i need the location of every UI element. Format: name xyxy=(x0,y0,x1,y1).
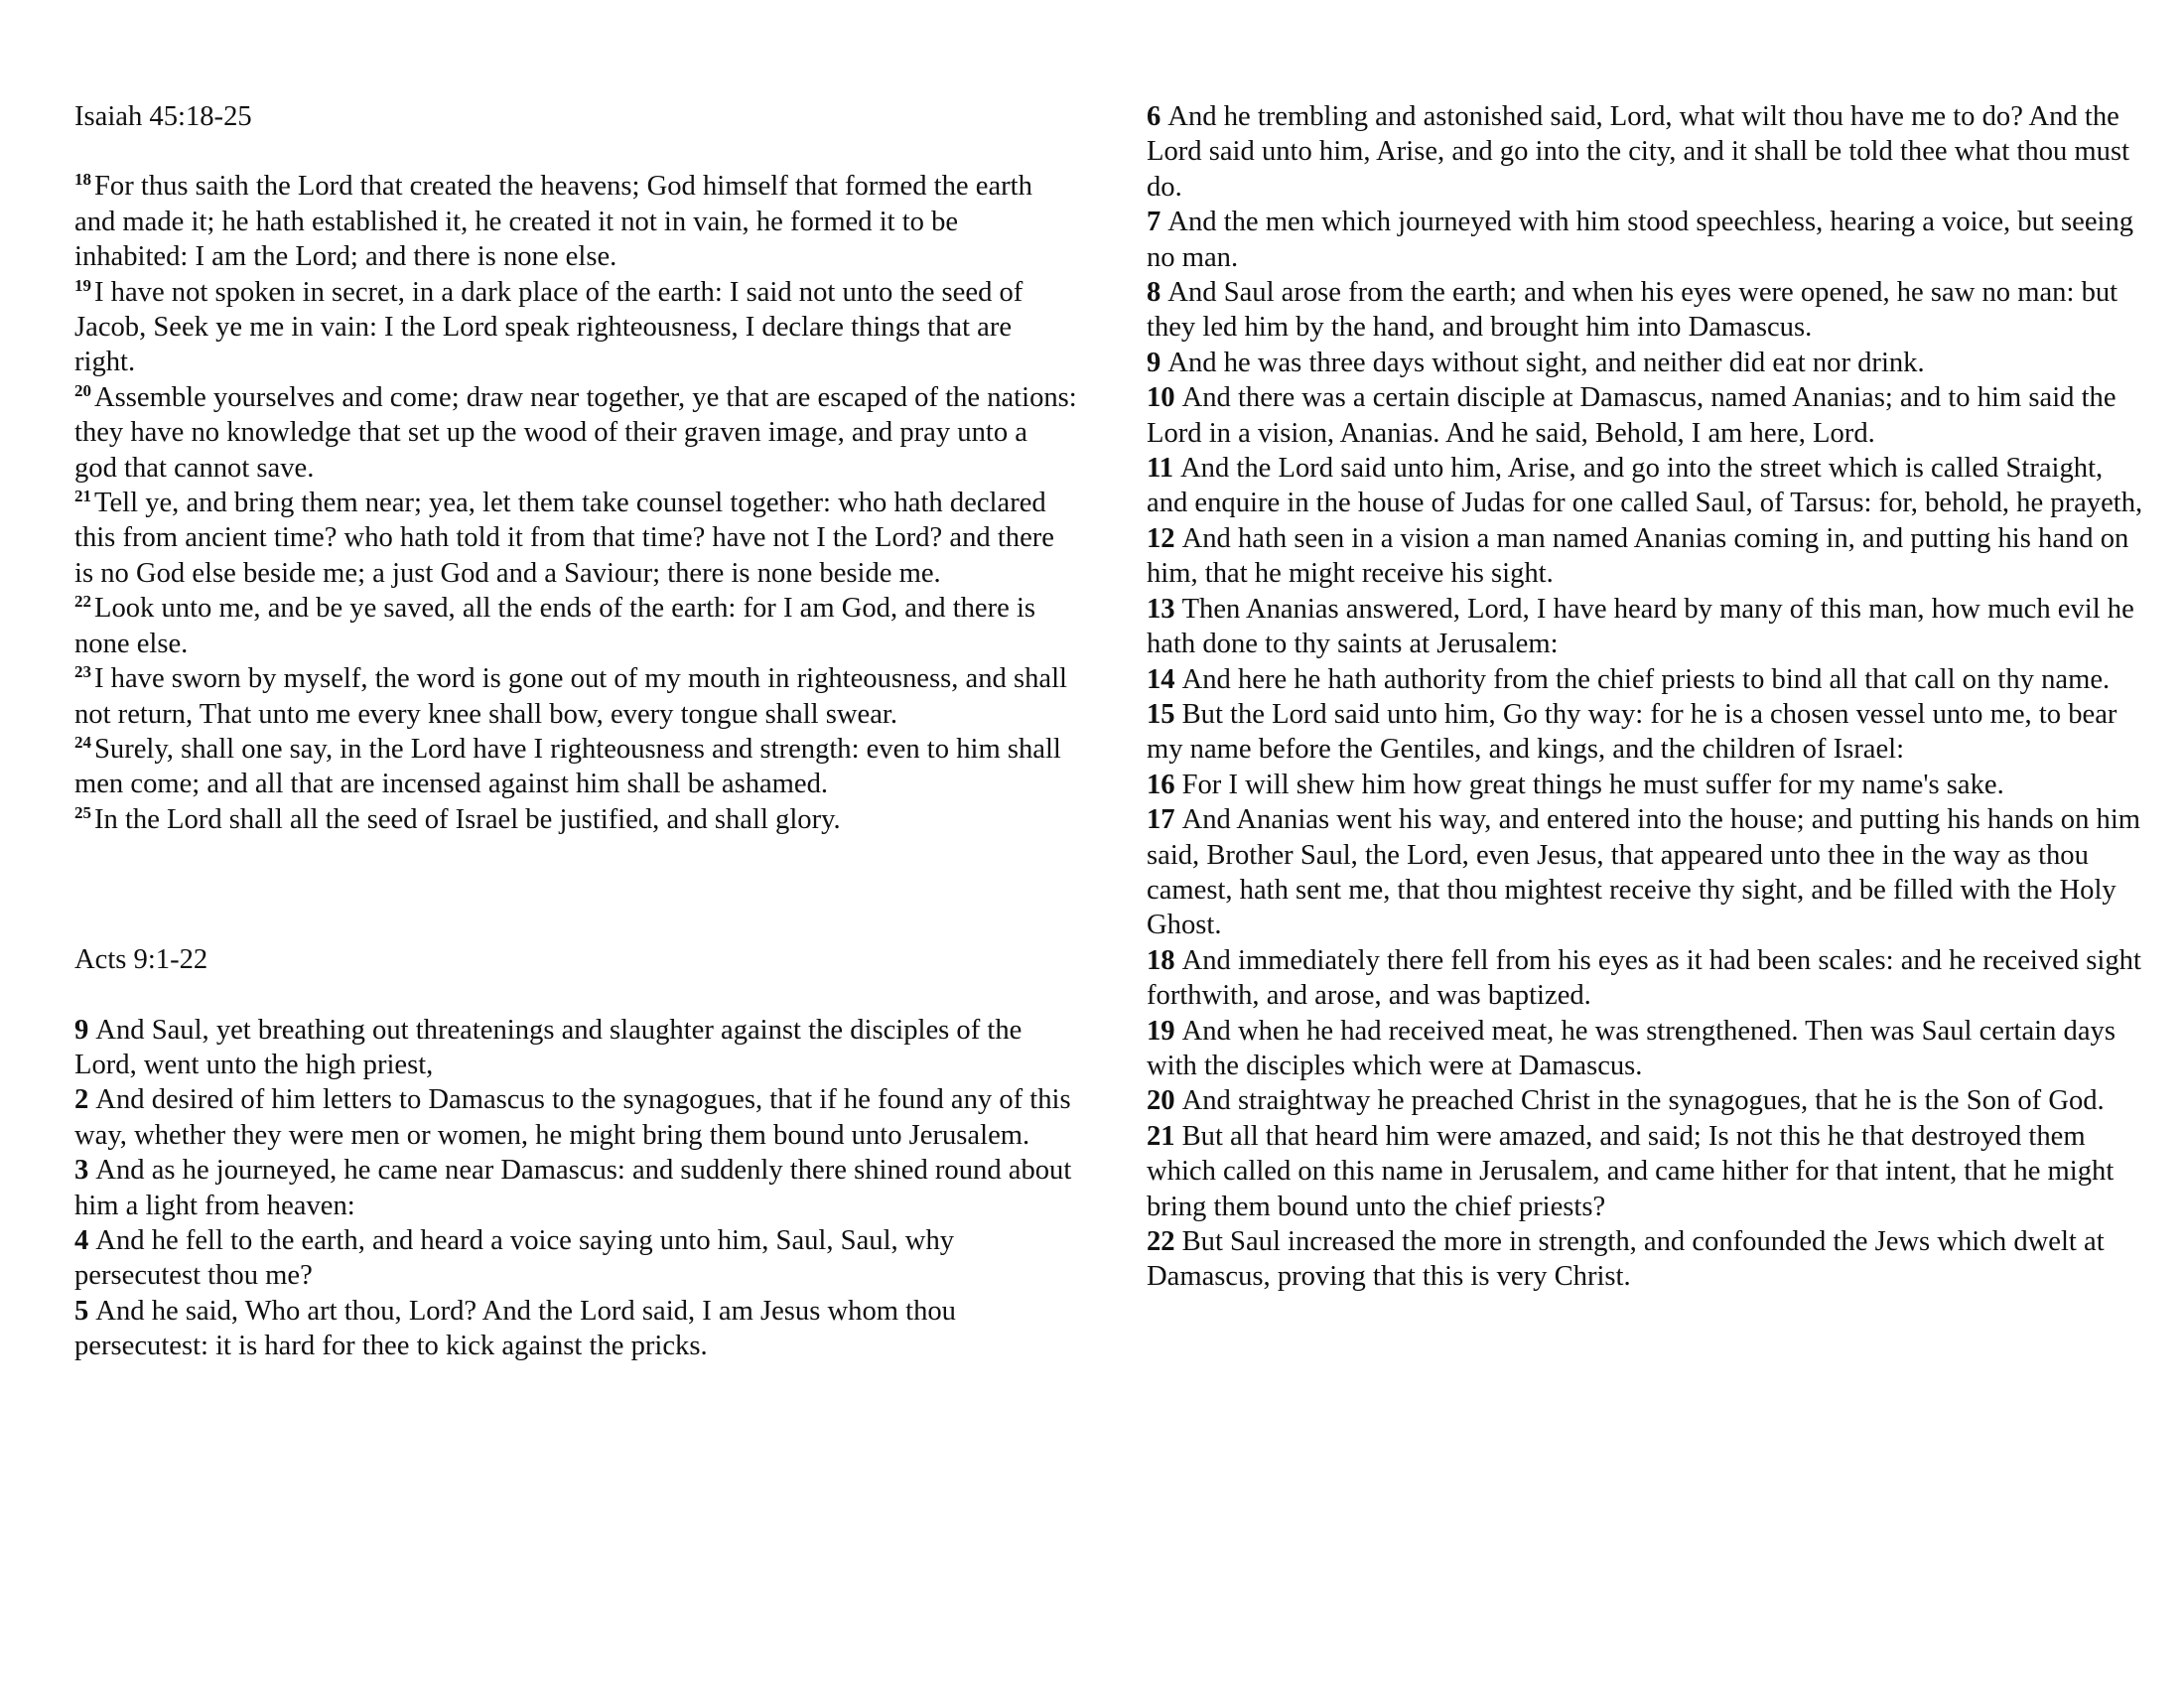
verse-text: I have sworn by myself, the word is gone out of my mouth in righteousness, and shall not return, That unto me every knee shall bow, every tongue shall swear. xyxy=(74,663,1067,730)
verse-number: 18 xyxy=(74,170,91,190)
isaiah-verse-18 xyxy=(74,169,1077,274)
verse-text: And he said, Who art thou, Lord? And the Lord said, I am Jesus whom thou persecutest: it is hard for thee to kick against the pricks. xyxy=(74,1295,956,1362)
verse-text: And the Lord said unto him, Arise, and go into the street which is called Straight, and enquire in the house of Judas for one called Saul, of Tarsus: for, behold, he prayeth, xyxy=(1147,453,2143,519)
verse-number: 10 xyxy=(1147,382,1175,414)
verse-number: 8 xyxy=(1147,277,1161,309)
verse-text: And he was three days without sight, and neither did eat nor drink. xyxy=(1167,347,1925,378)
verse-text: And straightway he preached Christ in the synagogues, that he is the Son of God. xyxy=(1181,1085,2105,1117)
acts-verse-16 xyxy=(1147,768,2149,802)
verse-number: 12 xyxy=(1147,522,1175,554)
verse-number: 15 xyxy=(1147,698,1175,730)
acts-verse-13 xyxy=(1147,592,2149,662)
acts-verse-18 xyxy=(1147,943,2149,1014)
acts-verse-21 xyxy=(1147,1119,2149,1224)
verse-number: 20 xyxy=(1147,1085,1175,1117)
verse-number: 18 xyxy=(1147,944,1175,976)
verse-text: Surely, shall one say, in the Lord have I righteousness and strength: even to him shall men come; and all that are incensed against him shall be ashamed. xyxy=(74,733,1061,800)
verse-text: And desired of him letters to Damascus to the synagogues, that if he found any of this way, whether they were men or women, he might bring them bound unto Jerusalem. xyxy=(74,1084,1071,1151)
acts-verse-10 xyxy=(1147,380,2149,451)
verse-text: But Saul increased the more in strength, and confounded the Jews which dwelt at Damascus, proving that this is very Christ. xyxy=(1147,1226,2105,1293)
acts-verse-19 xyxy=(1147,1014,2149,1084)
left-column xyxy=(74,0,1077,1364)
verse-text: In the Lord shall all the seed of Israel be justified, and shall glory. xyxy=(94,803,841,835)
isaiah-passage xyxy=(74,169,1077,837)
verse-text: For I will shew him how great things he must suffer for my name's sake. xyxy=(1181,769,2004,800)
verse-text: Then Ananias answered, Lord, I have heard by many of this man, how much evil he hath done to thy saints at Jerusalem: xyxy=(1147,593,2134,660)
acts-verse-8 xyxy=(1147,275,2149,346)
verse-number: 13 xyxy=(1147,593,1175,625)
verse-text: And here he hath authority from the chief priests to bind all that call on thy name. xyxy=(1181,663,2111,695)
acts-verse-6 xyxy=(1147,99,2149,205)
verse-number: 22 xyxy=(74,592,91,612)
isaiah-heading: Isaiah 45:18-25 xyxy=(74,101,252,132)
verse-number: 9 xyxy=(74,1014,89,1046)
verse-number: 19 xyxy=(1147,1015,1175,1047)
verse-number: 6 xyxy=(1147,101,1161,132)
verse-text: I have not spoken in secret, in a dark place of the earth: I said not unto the seed of Jacob, Seek ye me in vain: I the Lord speak righteousness, I declare things that are right. xyxy=(74,276,1024,378)
acts-verse-4 xyxy=(74,1223,1077,1294)
verse-number: 17 xyxy=(1147,804,1175,836)
isaiah-verse-20 xyxy=(74,380,1077,486)
verse-number: 9 xyxy=(1147,347,1161,378)
verse-text: And Saul arose from the earth; and when his eyes were opened, he saw no man: but they led him by the hand, and brought him into Damascus. xyxy=(1147,277,2118,344)
isaiah-verse-24 xyxy=(74,732,1077,802)
acts-verse-22 xyxy=(1147,1224,2149,1295)
verse-number: 16 xyxy=(1147,769,1175,800)
isaiah-verse-19 xyxy=(74,275,1077,380)
verse-text: But all that heard him were amazed, and said; Is not this he that destroyed them which called on this name in Jerusalem, and came hither for that intent, that he might bring them bound unto the chief priests? xyxy=(1147,1120,2115,1222)
acts-verse-11 xyxy=(1147,451,2149,521)
verse-text: And Ananias went his way, and entered into the house; and putting his hands on him said, Brother Saul, the Lord, even Jesus, that appeared unto thee in the way as thou camest, hath sent me, that thou mightest receive thy sight, and be filled with the Holy Ghost. xyxy=(1147,804,2141,941)
acts-verse-5 xyxy=(74,1294,1077,1364)
verse-text: And hath seen in a vision a man named Ananias coming in, and putting his hand on him, that he might receive his sight. xyxy=(1147,522,2129,590)
verse-number: 22 xyxy=(1147,1226,1175,1257)
verse-number: 11 xyxy=(1147,453,1174,485)
acts-verse-7 xyxy=(1147,205,2149,275)
verse-number: 21 xyxy=(74,487,91,506)
verse-number: 20 xyxy=(74,380,91,400)
isaiah-verse-21 xyxy=(74,486,1077,591)
verse-text: And immediately there fell from his eyes as it had been scales: and he received sight forthwith, and arose, and was baptized. xyxy=(1147,944,2141,1012)
acts-verse-20 xyxy=(1147,1083,2149,1118)
acts-verse-12 xyxy=(1147,521,2149,592)
acts-verse-2 xyxy=(74,1082,1077,1153)
verse-text: For thus saith the Lord that created the heavens; God himself that formed the earth and made it; he hath established it, he created it not in vain, he formed it to be inhabited: I am the Lord; and there is none else. xyxy=(74,171,1032,273)
verse-number: 25 xyxy=(74,802,91,822)
acts-verse-9 xyxy=(1147,346,2149,380)
acts-verse-3 xyxy=(74,1153,1077,1223)
acts-verse-15 xyxy=(1147,697,2149,768)
verse-number: 5 xyxy=(74,1295,89,1327)
verse-text: Assemble yourselves and come; draw near together, ye that are escaped of the nations: they have no knowledge that set up the wood of their graven image, and pray unto a god that cannot save. xyxy=(74,381,1077,484)
verse-number: 2 xyxy=(74,1084,89,1116)
verse-text: And he fell to the earth, and heard a voice saying unto him, Saul, Saul, why persecutest thou me? xyxy=(74,1224,955,1292)
verse-number: 24 xyxy=(74,732,91,752)
isaiah-verse-25 xyxy=(74,802,1077,837)
verse-text: Tell ye, and bring them near; yea, let them take counsel together: who hath declared this from ancient time? who hath told it from that time? have not I the Lord? and there is no God else beside me; a just God and a Saviour; there is none beside me. xyxy=(74,488,1054,589)
verse-text: But the Lord said unto him, Go thy way: for he is a chosen vessel unto me, to bear my name before the Gentiles, and kings, and the children of Israel: xyxy=(1147,698,2117,766)
verse-text: And he trembling and astonished said, Lord, what wilt thou have me to do? And the Lord said unto him, Arise, and go into the city, and it shall be told thee what thou must do. xyxy=(1147,101,2130,203)
verse-number: 23 xyxy=(74,662,91,682)
verse-number: 4 xyxy=(74,1224,89,1256)
verse-text: And as he journeyed, he came near Damascus: and suddenly there shined round about him a light from heaven: xyxy=(74,1155,1072,1221)
verse-number: 21 xyxy=(1147,1120,1175,1152)
verse-text: And when he had received meat, he was strengthened. Then was Saul certain days with the disciples which were at Damascus. xyxy=(1147,1015,2116,1081)
verse-number: 14 xyxy=(1147,663,1175,695)
verse-number: 19 xyxy=(74,275,91,295)
isaiah-verse-23 xyxy=(74,661,1077,732)
verse-text: And Saul, yet breathing out threatenings and slaughter against the disciples of the Lord, went unto the high priest, xyxy=(74,1014,1023,1080)
acts-passage-left xyxy=(74,1013,1077,1364)
isaiah-verse-22 xyxy=(74,591,1077,661)
verse-text: And there was a certain disciple at Damascus, named Ananias; and to him said the Lord in a vision, Ananias. And he said, Behold, I am here, Lord. xyxy=(1147,382,2116,449)
verse-number: 3 xyxy=(74,1155,89,1187)
acts-heading: Acts 9:1-22 xyxy=(74,944,208,976)
acts-verse-14 xyxy=(1147,662,2149,697)
right-column xyxy=(1147,99,2149,1295)
verse-text: And the men which journeyed with him stood speechless, hearing a voice, but seeing no man. xyxy=(1147,207,2134,273)
verse-number: 7 xyxy=(1147,207,1161,238)
acts-verse-17 xyxy=(1147,802,2149,943)
acts-verse-1 xyxy=(74,1013,1077,1083)
verse-text: Look unto me, and be ye saved, all the ends of the earth: for I am God, and there is none else. xyxy=(74,593,1036,659)
